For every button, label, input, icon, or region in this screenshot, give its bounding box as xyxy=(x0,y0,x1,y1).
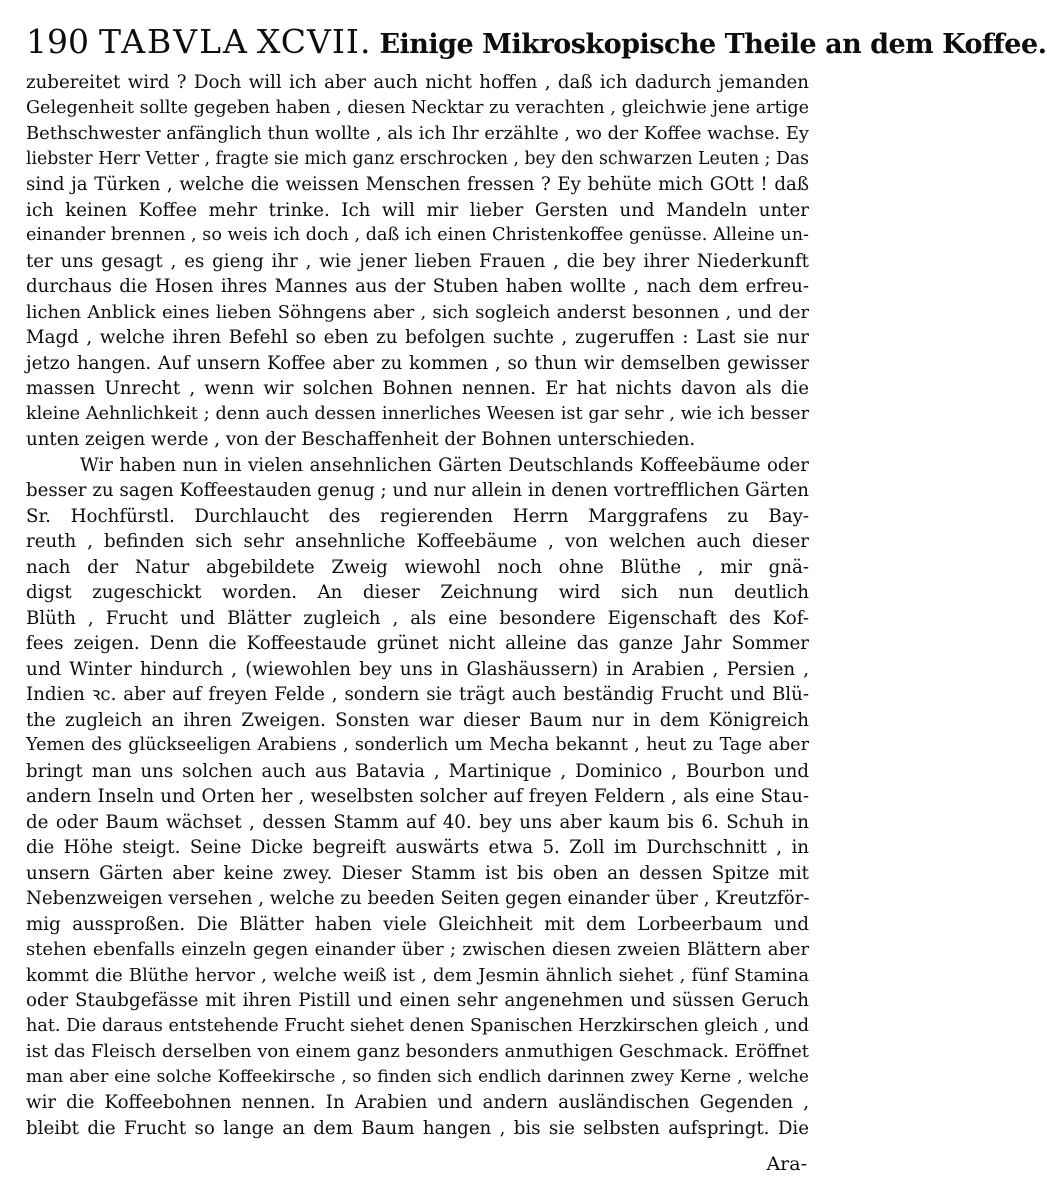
text-line: kleine Aehnlichkeit ; denn auch dessen innerliches Weesen ist gar sehr , wie ich besser xyxy=(26,403,809,424)
text-line: Wir haben nun in vielen ansehnlichen Gärten Deutschlands Koffeebäume oder xyxy=(80,454,809,476)
running-title: TABVLA xyxy=(99,22,249,61)
text-line: ich keinen Koffee mehr trinke. Ich will mir lieber Gersten und Mandeln unter xyxy=(26,199,809,221)
text-line: Magd , welche ihren Befehl so eben zu befolgen suchte , zugeruffen : Last sie nur xyxy=(26,327,809,348)
text-line: massen Unrecht , wenn wir solchen Bohnen nennen. Er hat nichts davon als die xyxy=(26,378,809,399)
text-line: unten zeigen werde , von der Beschaffenheit der Bohnen unterschieden. xyxy=(26,429,696,450)
paragraph xyxy=(26,453,809,1142)
text-line: kommt die Blüthe hervor , welche weiß ist , dem Jesmin ähnlich siehet , fünf Stamina xyxy=(26,964,809,986)
text-line: digst zugeschickt worden. An dieser Zeichnung wird sich nun deutlich xyxy=(26,582,809,603)
text-line: Yemen des glückseeligen Arabiens , sonderlich um Mecha bekannt , heut zu Tage aber xyxy=(26,735,809,755)
text-line: man aber eine solche Koffeekirsche , so finden sich endlich darinnen zwey Kerne , welche xyxy=(26,1066,809,1087)
page-number: 190 xyxy=(26,22,89,61)
text-line: zubereitet wird ? Doch will ich aber auch nicht hoffen , daß ich dadurch jemanden xyxy=(26,72,809,93)
text-line: bleibt die Frucht so lange an dem Baum hangen , bis sie selbsten aufspringt. Die xyxy=(26,1117,809,1139)
text-line: ter uns gesagt , es gieng ihr , wie jener lieben Frauen , die bey ihrer Niederkunft xyxy=(26,250,809,272)
catchword: Ara- xyxy=(766,1153,807,1175)
text-line: jetzo hangen. Auf unsern Koffee aber zu kommen , so thun wir demselben gewisser xyxy=(26,352,809,374)
text-line: die Höhe steigt. Seine Dicke begreift auswärts etwa 5. Zoll im Durchschnitt , in xyxy=(26,837,809,858)
text-line: liebster Herr Vetter , fragte sie mich ganz erschrocken , bey den schwarzen Leuten ; Das xyxy=(26,148,809,169)
paragraph xyxy=(26,70,809,453)
text-line: de oder Baum wächset , dessen Stamm auf 40. bey uns aber kaum bis 6. Schuh in xyxy=(26,811,809,833)
text-line: andern Inseln und Orten her , weselbsten solcher auf freyen Feldern , als eine Stau- xyxy=(26,786,809,807)
text-line: stehen ebenfalls einzeln gegen einander über ; zwischen diesen zweien Blättern aber xyxy=(26,939,809,960)
body-text xyxy=(26,70,809,1141)
text-line: ist das Fleisch derselben von einem ganz besonders anmuthigen Geschmack. Eröffnet xyxy=(26,1041,809,1062)
text-line: durchaus die Hosen ihres Mannes aus der Stuben haben wollte , nach dem erfreu- xyxy=(26,276,809,297)
text-line: Bethschwester anfänglich thun wollte , als ich Ihr erzählte , wo der Koffee wachse. Ey xyxy=(26,123,809,144)
plate-number: XCVII. xyxy=(256,22,372,61)
text-line: Nebenzweigen versehen , welche zu beeden Seiten gegen einander über , Kreutzför- xyxy=(26,888,810,909)
text-line: Gelegenheit sollte gegeben haben , diesen Necktar zu verachten , gleichwie jene artige xyxy=(26,97,809,118)
text-line: besser zu sagen Koffeestauden genug ; und nur allein in denen vortrefflichen Gärten xyxy=(26,480,809,501)
text-line: nach der Natur abgebildete Zweig wiewohl noch ohne Blüthe , mir gnä- xyxy=(26,556,809,578)
text-line: hat. Die daraus entstehende Frucht siehet denen Spanischen Herzkirschen gleich , und xyxy=(26,1015,809,1036)
text-line: the zugleich an ihren Zweigen. Sonsten war dieser Baum nur in dem Königreich xyxy=(26,709,809,731)
text-line: reuth , befinden sich sehr ansehnliche Koffeebäume , von welchen auch dieser xyxy=(26,531,809,552)
text-line: unsern Gärten aber keine zwey. Dieser Stamm ist bis oben an dessen Spitze mit xyxy=(26,862,809,884)
text-line: und Winter hindurch , (wiewohlen bey uns in Glashäussern) in Arabien , Persien , xyxy=(26,658,809,680)
text-line: oder Staubgefässe mit ihren Pistill und einen sehr angenehmen und süssen Geruch xyxy=(26,990,809,1011)
text-line: bringt man uns solchen auch aus Batavia , Martinique , Dominico , Bourbon und xyxy=(26,760,809,782)
text-line: Sr. Hochfürstl. Durchlaucht des regierenden Herrn Marggrafens zu Bay- xyxy=(26,505,809,527)
page-header xyxy=(26,22,1047,66)
text-line: einander brennen , so weis ich doch , daß ich einen Christenkoffee genüsse. Alleine un- xyxy=(26,225,809,245)
text-line: fees zeigen. Denn die Koffeestaude grünet nicht alleine das ganze Jahr Sommer xyxy=(26,633,809,654)
text-line: wir die Koffeebohnen nennen. In Arabien und andern ausländischen Gegenden , xyxy=(26,1092,809,1113)
text-line: lichen Anblick eines lieben Söhngens aber , sich sogleich anderst besonnen , und der xyxy=(26,301,809,323)
text-line: Indien ꝛc. aber auf freyen Felde , sondern sie trägt auch beständig Frucht und Blü- xyxy=(26,684,809,705)
text-line: Blüth , Frucht und Blätter zugleich , als eine besondere Eigenschaft des Kof- xyxy=(26,607,809,629)
text-line: sind ja Türken , welche die weissen Menschen fressen ? Ey behüte mich GOtt ! daß xyxy=(26,174,809,195)
text-line: mig aussproßen. Die Blätter haben viele Gleichheit mit dem Lorbeerbaum und xyxy=(26,913,809,935)
page-heading: Einige Mikroskopische Theile an dem Koffee. xyxy=(379,29,1047,60)
